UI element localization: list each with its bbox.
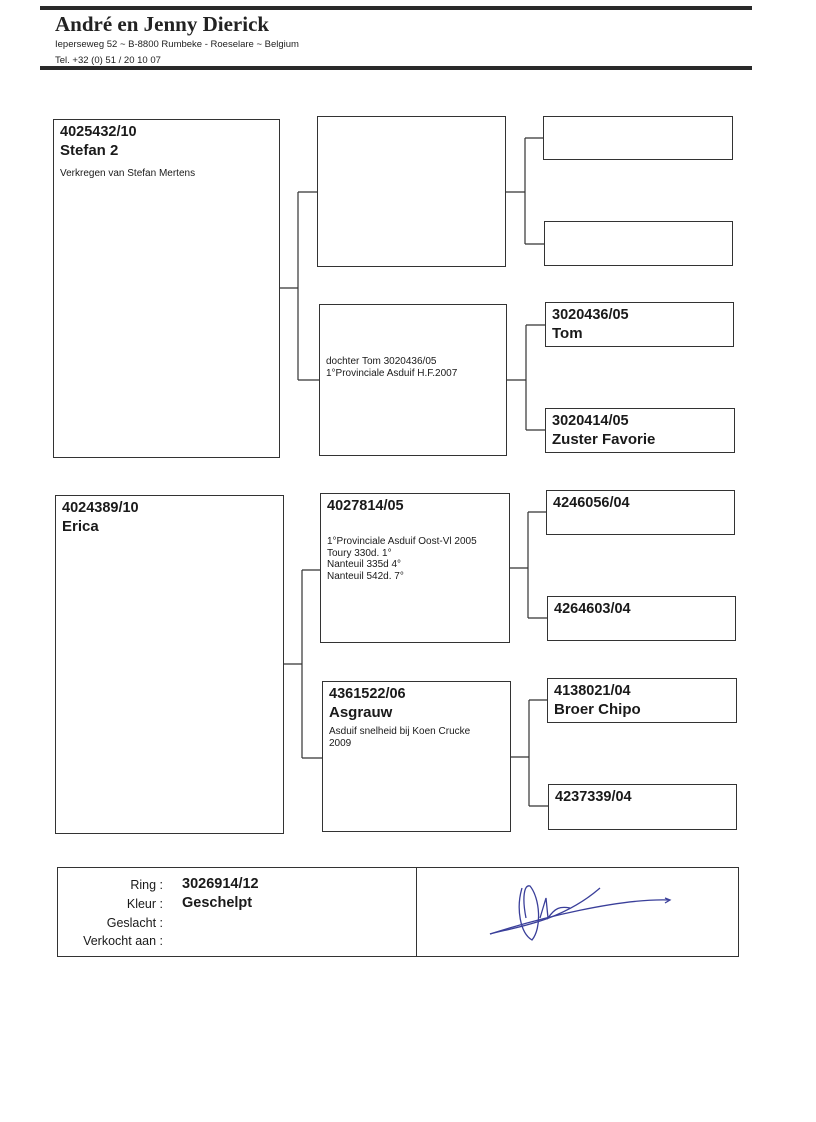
sire-sire-box	[317, 116, 506, 267]
dam-sire-note: 1°Provinciale Asduif Oost-Vl 2005 Toury 330d. 1° Nanteuil 335d 4° Nanteuil 542d. 7°	[327, 536, 477, 582]
ggp-ring: 3020414/05	[552, 413, 629, 429]
dam-box	[55, 495, 284, 834]
ring-value: 3026914/12	[182, 876, 259, 892]
dam-sire-ring: 4027814/05	[327, 498, 404, 514]
ggp-box-7	[547, 678, 737, 723]
ggp-ring: 4246056/04	[553, 495, 630, 511]
ggp-box-2	[544, 221, 733, 266]
dam-ring: 4024389/10	[62, 500, 139, 516]
ggp-ring: 4237339/04	[555, 789, 632, 805]
dam-dam-ring: 4361522/06	[329, 686, 406, 702]
ggp-name: Tom	[552, 325, 583, 342]
dam-dam-name: Asgrauw	[329, 704, 393, 721]
ggp-name: Broer Chipo	[554, 701, 641, 718]
dam-dam-box	[322, 681, 511, 832]
ggp-ring: 4138021/04	[554, 683, 631, 699]
ggp-ring: 4264603/04	[554, 601, 631, 617]
sire-name: Stefan 2	[60, 142, 119, 159]
ggp-box-4	[545, 408, 735, 453]
color-label: Kleur :	[126, 897, 163, 911]
ggp-name: Zuster Favorie	[552, 431, 656, 448]
ggp-ring: 3020436/05	[552, 307, 629, 323]
sex-label: Geslacht :	[106, 916, 163, 930]
breeder-phone: Tel. +32 (0) 51 / 20 10 07	[55, 55, 161, 66]
sold-to-label: Verkocht aan :	[83, 934, 163, 948]
sire-ring: 4025432/10	[60, 124, 137, 140]
breeder-name: André en Jenny Dierick	[55, 12, 270, 36]
footer-divider	[416, 867, 417, 957]
ggp-box-3	[545, 302, 734, 347]
dam-dam-note: Asduif snelheid bij Koen Crucke 2009	[329, 726, 471, 749]
ggp-box-1	[543, 116, 733, 160]
color-value: Geschelpt	[182, 895, 253, 911]
ring-label: Ring :	[130, 878, 163, 892]
dam-name: Erica	[62, 518, 99, 535]
ggp-box-8	[548, 784, 737, 830]
ggp-box-6	[547, 596, 736, 641]
sire-dam-box	[319, 304, 507, 456]
ggp-box-5	[546, 490, 735, 535]
sire-note: Verkregen van Stefan Mertens	[60, 168, 196, 179]
breeder-address: Ieperseweg 52 ~ B-8800 Rumbeke - Roeselare ~ Belgium	[55, 39, 299, 50]
sire-box	[53, 119, 280, 458]
dam-sire-box	[320, 493, 510, 643]
signature-icon	[480, 878, 680, 948]
sire-dam-note: dochter Tom 3020436/05 1°Provinciale Asduif H.F.2007	[326, 356, 458, 379]
